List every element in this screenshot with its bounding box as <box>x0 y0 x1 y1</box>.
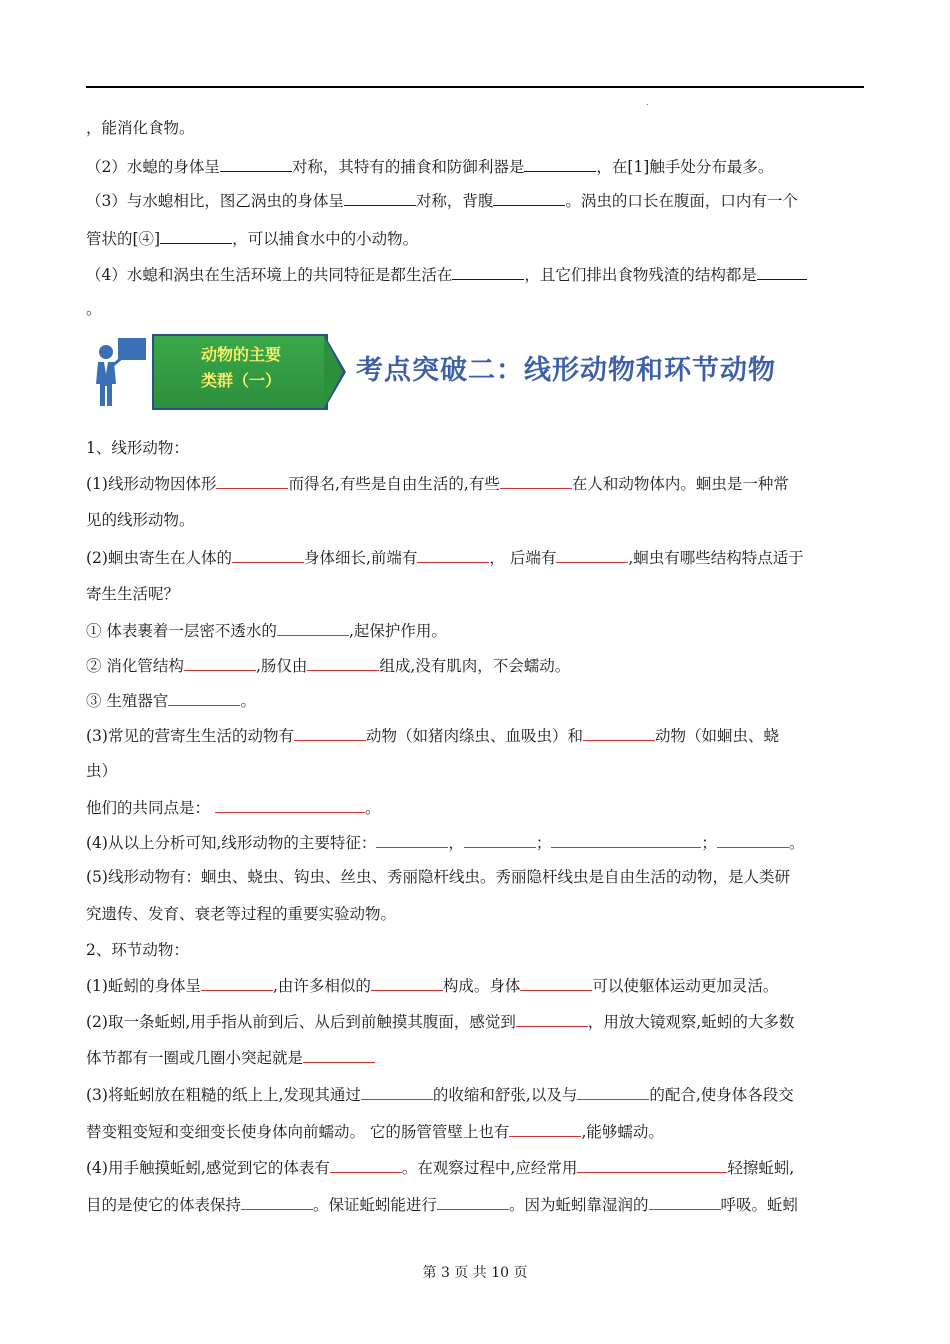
text-line: 究遗传、发育、衰老等过程的重要实验动物。 <box>86 905 397 923</box>
section-heading: 2、环节动物： <box>86 941 189 959</box>
text-line: （2）水螅的身体呈 对称，其特有的捕食和防御利器是 ，在[1]触手处分布最多。 <box>86 155 864 178</box>
text-line: (1)蚯蚓的身体呈 ,由许多相似的 构成。身体 可以使躯体运动更加灵活。 <box>86 974 864 997</box>
header-rule <box>86 86 864 88</box>
text-line: （4）水螅和涡虫在生活环境上的共同特征是都生活在 ，且它们排出食物残渣的结构都是 <box>86 263 864 286</box>
text-line: (4)从以上分析可知,线形动物的主要特征： ， ； ； 。 <box>86 831 864 854</box>
text-line: ③ 生殖器官 。 <box>86 689 864 712</box>
text-line: ② 消化管结构 ,肠仅由 组成,没有肌肉，不会蠕动。 <box>86 654 864 677</box>
text-line: 。 <box>86 300 102 318</box>
text-line: (3)将蚯蚓放在粗糙的纸上上,发现其通过 的收缩和舒张,以及与 的配合,使身体各段交 <box>86 1083 864 1106</box>
text-line: ① 体表裹着一层密不透水的 ,起保护作用。 <box>86 619 864 642</box>
section-banner <box>86 330 866 410</box>
text-line: (4)用手触摸蚯蚓,感觉到它的体表有 。在观察过程中,应经常用 轻擦蚯蚓, <box>86 1156 864 1179</box>
text-line: （3）与水螅相比，图乙涡虫的身体呈 对称，背腹 。涡虫的口长在腹面，口内有一个 <box>86 189 864 212</box>
text-line: 体节都有一圈或几圈小突起就是 <box>86 1046 864 1069</box>
page-footer: 第 3 页 共 10 页 <box>422 1265 528 1281</box>
text-line: 虫） <box>86 762 118 780</box>
text-line: 管状的[④] ，可以捕食水中的小动物。 <box>86 227 864 250</box>
text-line: 见的线形动物。 <box>86 511 195 529</box>
teacher-icon <box>88 334 150 410</box>
text-line: (2)蛔虫寄生在人体的 身体细长,前端有 ， 后端有 ,蛔虫有哪些结构特点适于 <box>86 546 864 569</box>
text-line: (1)线形动物因体形 而得名,有些是自由生活的,有些 在人和动物体内。蛔虫是一种常 <box>86 472 864 495</box>
text-line: ，能消化食物。 <box>86 119 195 137</box>
banner-label: 动物的主要 类群（一） <box>200 345 281 390</box>
text-line: 替变粗变短和变细变长使身体向前蠕动。 它的肠管管壁上也有 ,能够蠕动。 <box>86 1120 864 1143</box>
text-line: 寄生生活呢？ <box>86 585 180 603</box>
text-line: 目的是使它的体表保持 。保证蚯蚓能进行 。因为蚯蚓靠湿润的 呼吸。蚯蚓 <box>86 1193 864 1216</box>
section-heading: 1、线形动物： <box>86 439 189 457</box>
header-dot: . <box>646 98 649 107</box>
text-line: (5)线形动物有：蛔虫、蛲虫、钩虫、丝虫、秀丽隐杆线虫。秀丽隐杆线虫是自由生活的动物，是人类研 <box>86 868 790 886</box>
text-line: (3)常见的营寄生生活的动物有 动物（如猪肉绦虫、血吸虫）和 动物（如蛔虫、蛲 <box>86 724 864 747</box>
banner-title: 考点突破二：线形动物和环节动物 <box>356 355 776 386</box>
text-line: (2)取一条蚯蚓,用手指从前到后、从后到前触摸其腹面，感觉到 ，用放大镜观察,蚯蚓的大多数 <box>86 1010 864 1033</box>
text-line: 他们的共同点是： 。 <box>86 796 864 819</box>
